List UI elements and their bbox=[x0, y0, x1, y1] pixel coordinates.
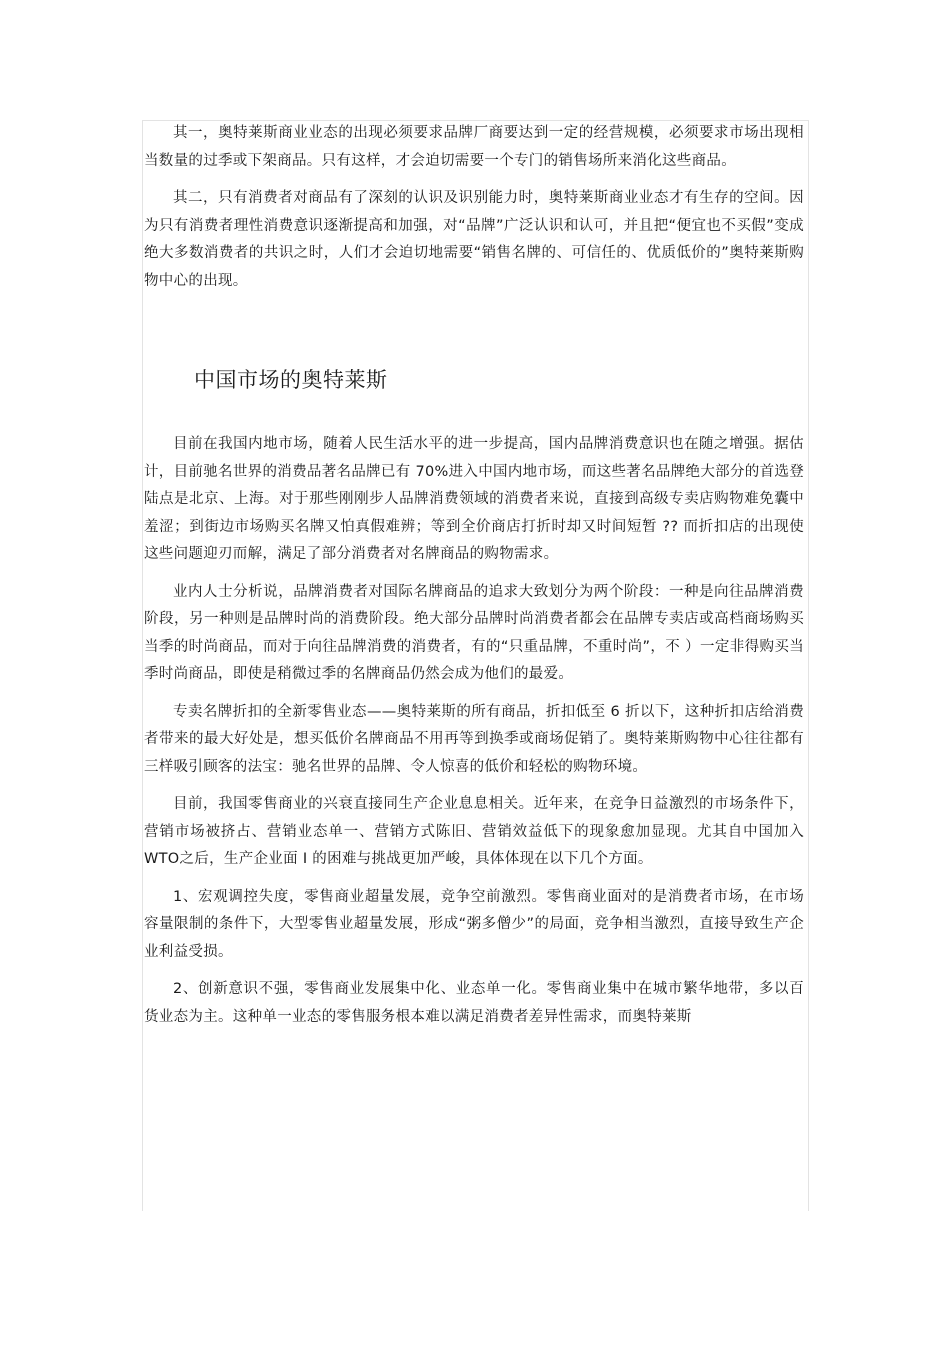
paragraph-second-condition: 其二，只有消费者对商品有了深刻的认识及识别能力时，奥特莱斯商业业态才有生存的空间。因为只有消费者理性消费意识逐渐提高和加强，对“品牌”广泛认识和认可，并且把“便宜也不买假”变成绝大多数消费者的共识之时，人们才会迫切地需要“销售名牌的、可信任的、优质低价的”奥特莱斯购物中心的出现。 bbox=[144, 190, 804, 289]
document-body bbox=[144, 120, 804, 1031]
paragraph-discount-format: 专卖名牌折扣的全新零售业态——奥特莱斯的所有商品，折扣低至 6 折以下，这种折扣店给消费者带来的最大好处是，想买低价名牌商品不用再等到换季或商场促销了。奥特莱斯购物中心往往都有三样吸引顾客的法宝：驰名世界的品牌、令人惊喜的低价和轻松的购物环境。 bbox=[144, 703, 804, 775]
paragraph-retail-challenges: 目前，我国零售商业的兴衰直接同生产企业息息相关。近年来，在竞争日益激烈的市场条件下，营销市场被挤占、营销业态单一、营销方式陈旧、营销效益低下的现象愈加显现。尤其自中国加入 WTO之后，生产企业面 I 的困难与挑战更加严峻，具体体现在以下几个方面。 bbox=[144, 796, 804, 867]
paragraph-first-condition: 其一，奥特莱斯商业业态的出现必须要求品牌厂商要达到一定的经营规模，必须要求市场出现相当数量的过季或下架商品。只有这样，才会迫切需要一个专门的销售场所来消化这些商品。 bbox=[144, 125, 804, 169]
paragraph-point-one: 1、宏观调控失度，零售商业超量发展，竞争空前激烈。零售商业面对的是消费者市场，在市场容量限制的条件下，大型零售业超量发展，形成“粥多僧少”的局面，竞争相当激烈，直接导致生产企业利益受损。 bbox=[144, 888, 804, 960]
paragraph-point-two: 2、创新意识不强，零售商业发展集中化、业态单一化。零售商业集中在城市繁华地带，多以百货业态为主。这种单一业态的零售服务根本难以满足消费者差异性需求，而奥特莱斯 bbox=[144, 981, 804, 1025]
section-heading: 中国市场的奥特莱斯 bbox=[194, 368, 388, 392]
paragraph-market-overview: 目前在我国内地市场，随着人民生活水平的进一步提高，国内品牌消费意识也在随之增强。据估计，目前驰名世界的消费品著名品牌已有 70%进入中国内地市场，而这些著名品牌绝大部分的首选登陆点是北京、上海。对于那些刚刚步人品牌消费领域的消费者来说，直接到高级专卖店购物难免囊中羞涩；到街边市场购买名牌又怕真假难辨；等到全价商店打折时却又时间短暂 ?? 而折扣店的出现使这些问题迎刃而解，满足了部分消费者对名牌商品的购物需求。 bbox=[144, 436, 804, 562]
paragraph-consumer-stages: 业内人士分析说，品牌消费者对国际名牌商品的追求大致划分为两个阶段：一种是向往品牌消费阶段，另一种则是品牌时尚的消费阶段。绝大部分品牌时尚消费者都会在品牌专卖店或高档商场购买当季的时尚商品，而对于向往品牌消费的消费者，有的“只重品牌，不重时尚”，不 ）一定非得购买当季时尚商品，即使是稍微过季的名牌商品仍然会成为他们的最爱。 bbox=[144, 583, 804, 682]
